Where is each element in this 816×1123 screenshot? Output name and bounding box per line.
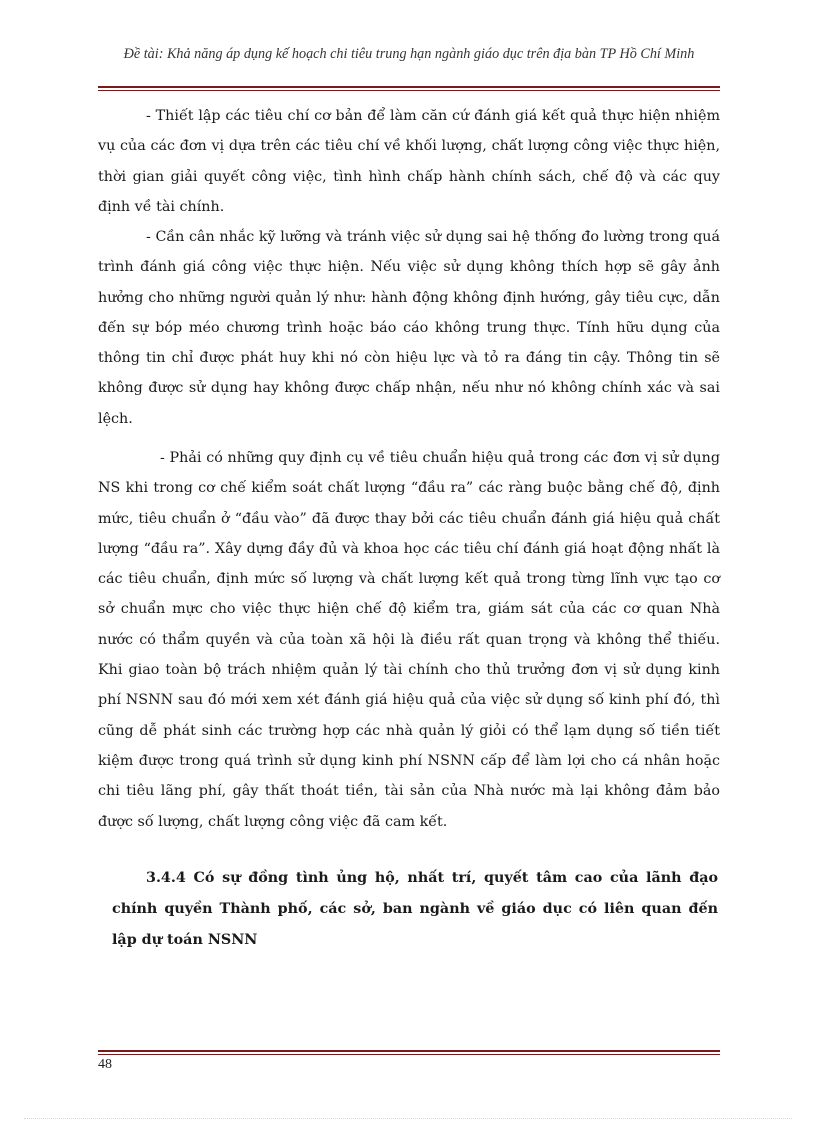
paragraph-text: - Cần cân nhắc kỹ lưỡng và tránh việc sử dụng sai hệ thống đo lường trong quá trình đánh giá công việc thực hiện. Nếu việc sử dụng không thích hợp sẽ gây ảnh hưởng cho những người quản lý như: hành động không định hướng, gây tiêu cực, dẫn đến sự bóp méo chương trình hoặc báo cáo không trung thực. Tính hữu dụng của thông tin chỉ được phát huy khi nó còn hiệu lực và tỏ ra đáng tin cậy. Thông tin sẽ không được sử dụng hay không được chấp nhận, nếu như nó không chính xác và sai lệch.: [98, 229, 720, 427]
header-rule-bottom: [98, 90, 720, 91]
paragraph-criteria: [98, 101, 720, 222]
footer-rule-top: [98, 1050, 720, 1052]
page-number: 48: [98, 1057, 112, 1072]
running-header-title: Đề tài: Khả năng áp dụng kế hoạch chi tiêu trung hạn ngành giáo dục trên địa bàn TP Hồ Chí Minh: [123, 46, 695, 62]
paragraph-text: - Thiết lập các tiêu chí cơ bản để làm căn cứ đánh giá kết quả thực hiện nhiệm vụ của các đơn vị dựa trên các tiêu chí về khối lượng, chất lượng công việc thực hiện, thời gian giải quyết công việc, tình hình chấp hành chính sách, chế độ và các quy định về tài chính.: [98, 108, 720, 215]
page-edge-dots: [24, 1118, 792, 1120]
paragraph-standards: [98, 443, 720, 837]
paragraph-measurement: [98, 222, 720, 434]
section-heading-3-4-4: 3.4.4 Có sự đồng tình ủng hộ, nhất trí, quyết tâm cao của lãnh đạo chính quyền Thành phố, các sở, ban ngành về giáo dục có liên quan đến lập dự toán NSNN: [112, 870, 718, 948]
header-rule-top: [98, 86, 720, 88]
footer-rule-bottom: [98, 1054, 720, 1055]
paragraph-text: - Phải có những quy định cụ về tiêu chuẩn hiệu quả trong các đơn vị sử dụng NS khi trong cơ chế kiểm soát chất lượng “đầu ra” các ràng buộc bằng chế độ, định mức, tiêu chuẩn ở “đầu vào” đã được thay bởi các tiêu chuẩn đánh giá hiệu quả chất lượng “đầu ra”. Xây dựng đầy đủ và khoa học các tiêu chí đánh giá hoạt động nhất là các tiêu chuẩn, định mức số lượng và chất lượng kết quả trong từng lĩnh vực tạo cơ sở chuẩn mực cho việc thực hiện chế độ kiểm tra, giám sát của các cơ quan Nhà nước có thẩm quyền và của toàn xã hội là điều rất quan trọng và không thể thiếu. Khi giao toàn bộ trách nhiệm quản lý tài chính cho thủ trưởng đơn vị sử dụng kinh phí NSNN sau đó mới xem xét đánh giá hiệu quả của việc sử dụng số kinh phí đó, thì cũng dễ phát sinh các trường hợp các nhà quản lý giỏi có thể lạm dụng số tiền tiết kiệm được trong quá trình sử dụng kinh phí NSNN cấp để làm lợi cho cá nhân hoặc chi tiêu lãng phí, gây thất thoát tiền, tài sản của Nhà nước mà lại không đảm bảo được số lượng, chất lượng công việc đã cam kết.: [98, 450, 720, 830]
